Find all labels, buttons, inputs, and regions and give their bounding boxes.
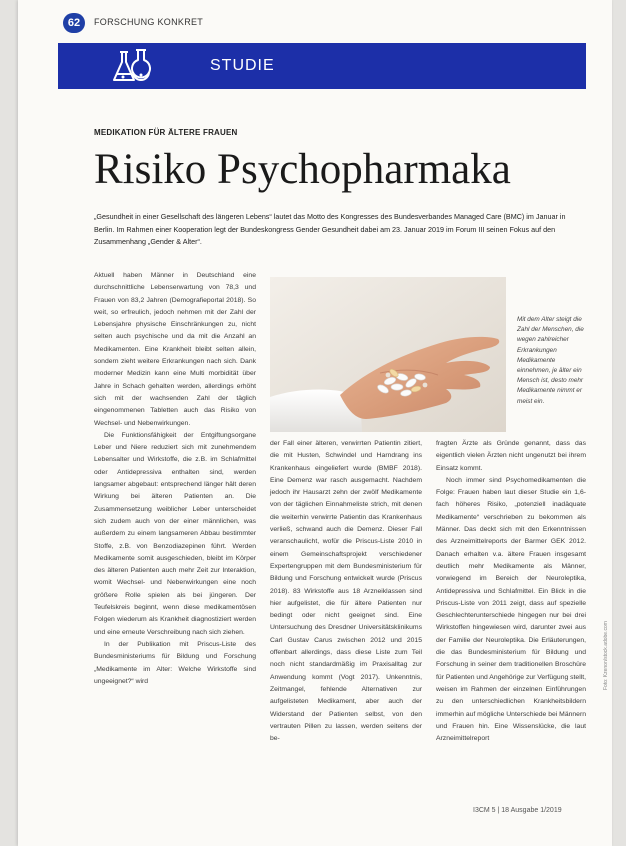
photo-credit: Foto: Kzenon/stock.adobe.com bbox=[603, 621, 609, 690]
article-column-1 bbox=[94, 270, 256, 688]
banner-label: STUDIE bbox=[210, 57, 275, 74]
article-column-3 bbox=[436, 438, 586, 745]
lab-flasks-icon bbox=[110, 46, 154, 86]
paragraph: Noch immer sind Psychomedikamenten die Folge: Frauen haben laut dieser Studie ein 1,6-fach höheres Risiko, „potenziell inadäquate Medikamente“ verschrieben zu bekommen als Männer. Das deckt sich mit den Erkenntnissen des Arzneimittelreports der Barmer GEK 2012. Danach erhalten v.a. ältere Frauen insgesamt deutlich mehr Medikamente als Männer, vorwiegend im Bereich der Neuroleptika, Antidepressiva und Schlafmittel. Ein Blick in die Priscus-Liste von 2011 zeigt, dass auf spezielle Geschlechterunterschiede hingegen nur bei drei Wirkstoffen hingewiesen wird, darunter zwei aus der Familie der Neuroleptika. Die Erläuterungen, die das Bundesministerium für Bildung und Forschung in seiner dem traditionellen Broschüre für Patienten und Angehörige zur Verfügung stellt, weisen im Rahmen der einzelnen Einführungen zu den unterschiedlichen Krankheitsbildern immerhin auf mögliche Unterschiede bei Männern und Frauen hin. Eine Wissenslücke, die laut Arzneimittelreport bbox=[436, 476, 587, 743]
page-number: 62 bbox=[63, 13, 85, 33]
section-label: FORSCHUNG KONKRET bbox=[94, 17, 204, 27]
section-banner bbox=[58, 43, 586, 89]
paragraph: der Fall einer älteren, verwirrten Patientin zitiert, die mit Husten, Schwindel und Harndrang ins Krankenhaus eingeliefert wurde (BMBF 2018). Eine Demenz war rasch ausgemacht. Nachdem jedoch ihr Hausarzt zehn der zwölf Medikamente von der täglichen Einnahmeliste strich, mit denen die weiterhin verwirrte Patientin das Krankenhaus verließ, schwand auch die Demenz. Dieser Fall veranschaulicht, wofür die Priscus-Liste 2010 in einem Gemeinschaftsprojekt verschiedener Expertengruppen mit dem Bundesministerium für Bildung und Forschung entwickelt wurde (Priscus 2018). 83 Wirkstoffe aus 18 Arzneiklassen sind hier aufgelistet, die für ältere Patienten nur bedingt oder nicht geeignet sind. Eine Untersuchung des Dresdner Universitätsklinikums Carl Gustav Carus zwischen 2012 und 2015 offenbart allerdings, dass diese Liste zum Teil noch nicht standardmäßig im Praxisalltag zur Anwendung kommt (Vogt 2017). Unkenntnis, Zeitmangel, fehlende Alternativen zur aufgelisteten Medikament, aber auch der Widerstand der Patienten selbst, von den vertrauten Pillen zu lassen, werden seitens der be- bbox=[270, 440, 422, 743]
article-column-2 bbox=[270, 438, 422, 745]
paragraph: In der Publikation mit Priscus-Liste des Bundesministeriums für Bildung und Forschung „Medikamente im Alter: Welche Wirkstoffe sind ungeeignet?“ wird bbox=[94, 640, 256, 685]
article-kicker: MEDIKATION FÜR ÄLTERE FRAUEN bbox=[94, 128, 238, 137]
article-lead: „Gesundheit in einer Gesellschaft des längeren Lebens“ lautet das Motto des Kongresses des Bundesverbandes Managed Care (BMC) im Januar in Berlin. Im Rahmen einer Kooperation legt der Bundeskongress Gender Gesundheit dabei am 23. Januar 2019 im Forum III seinen Fokus auf den Zusammenhang „Gender & Alter“. bbox=[94, 212, 566, 246]
magazine-page bbox=[18, 0, 612, 846]
article-title: Risiko Psychopharmaka bbox=[94, 146, 511, 193]
page-footer: I3CM 5 | 18 Ausgabe 1/2019 bbox=[473, 807, 562, 814]
paragraph: fragten Ärzte als Gründe genannt, dass das eigentlich vielen Ärzten nicht ungenutzt bei ihrem Einsatz kommt. bbox=[436, 440, 586, 472]
photo-caption: Mit dem Alter steigt die Zahl der Menschen, die wegen zahlreicher Erkrankungen Medikamente einnehmen, je älter ein Mensch ist, desto mehr Medikamente nimmt er meist ein. bbox=[517, 316, 584, 405]
article-photo-hand-with-pills bbox=[270, 277, 506, 432]
paragraph: Die Funktionsfähigkeit der Entgiftungsorgane Leber und Niere reduziert sich mit zunehmendem Lebensalter und Wirkstoffe, die z.B. im Schlafmittel oder Antidepressiva enthalten sind, werden langsamer abgebaut: entsprechend länger hält deren Wirkung bei älteren Patienten an. Die Zusammensetzung weiblicher Leber unterscheidet sich zudem auch von der einer männlichen, was außerdem zu einem langsameren Abbau bestimmter Stoffe, z.B. von Benzodiazepinen führt. Werden Medikamente somit ausgeschieden, bleibt im Körper des älteren Patienten auch mehr Zeit zur Interaktion, womit Wechsel- und Nebenwirkungen eine noch größere Rolle spielen als bei jüngeren. Der Teufelskreis beginnt, wenn diese medikamentösen Folgen wiederum als Krankheit diagnostiziert werden und eine erneute Verschreibung nach sich ziehen. bbox=[94, 431, 256, 636]
paragraph: Aktuell haben Männer in Deutschland eine durchschnittliche Lebenserwartung von 78,3 und Frauen von 83,2 Jahren (Demografieportal 2018). So weit, so erfreulich, jedoch nehmen mit der Zahl der Lebensjahre physische Einschränkungen zu, nicht selten auch psychische und da mit die Anzahl an Medikamenten. Eine Krankheit bleibt selten allein, sondern zieht weitere Erkrankungen nach sich. Dank moderner Medizin kann eine Multi morbidität über Jahre in Schach gehalten werden, allerdings erhöht sich mit der wachsenden Zahl der täglich eingenommenen Tabletten auch das Risiko von Wechsel- und Nebenwirkungen. bbox=[94, 272, 256, 427]
